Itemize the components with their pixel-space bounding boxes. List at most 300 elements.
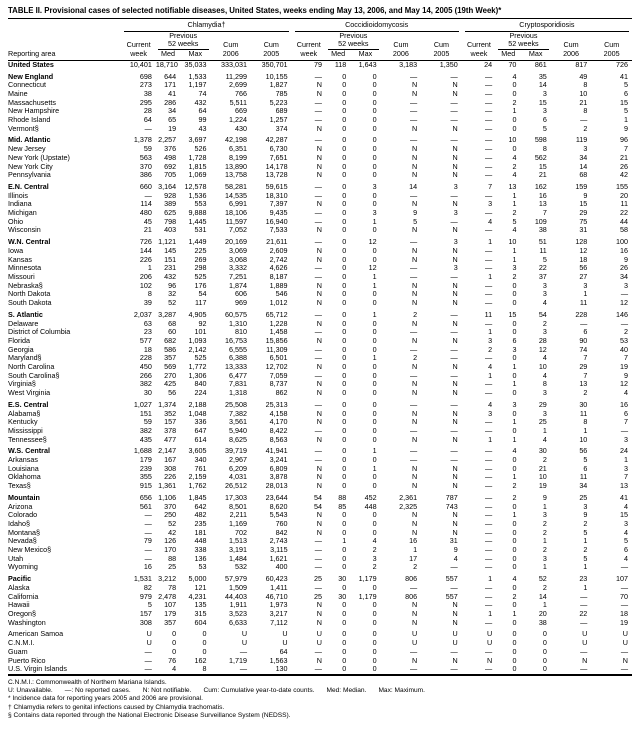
- value-cell: 2,325: [399, 502, 418, 511]
- value-cell: 1,228: [269, 319, 288, 328]
- value-cell: 0: [342, 435, 347, 444]
- value-cell: 85: [338, 502, 347, 511]
- value-cell: —: [620, 601, 628, 610]
- value-cell: 3,605: [188, 447, 207, 456]
- value-cell: 315: [194, 610, 207, 618]
- legend-item: U: Unavailable.: [8, 687, 53, 695]
- value-cell: 0: [342, 81, 347, 90]
- value-cell: 0: [342, 310, 347, 319]
- value-cell: 26: [620, 162, 628, 171]
- table-row: [8, 218, 632, 227]
- value-cell: 0: [542, 647, 547, 656]
- value-cell: —: [450, 563, 458, 572]
- table-row: [8, 372, 632, 381]
- previous-label: Previous: [339, 31, 368, 40]
- value-cell: N: [316, 153, 322, 162]
- value-cell: 0: [372, 456, 377, 465]
- value-cell: 357: [164, 618, 177, 627]
- value-cell: 23: [579, 575, 588, 584]
- value-cell: 1: [147, 264, 152, 273]
- value-cell: 64: [143, 116, 152, 125]
- value-cell: N: [411, 618, 418, 627]
- value-cell: 532: [235, 563, 248, 572]
- value-cell: 65,712: [265, 310, 288, 319]
- value-cell: 7,651: [269, 153, 288, 162]
- value-cell: 0: [512, 409, 517, 418]
- value-cell: 6: [542, 116, 547, 125]
- value-cell: 1,621: [269, 554, 288, 563]
- value-cell: 5: [542, 255, 547, 264]
- value-cell: 2,478: [158, 592, 177, 601]
- value-cell: —: [580, 601, 588, 610]
- value-cell: 3: [512, 345, 517, 354]
- value-cell: N: [411, 363, 418, 372]
- reporting-area-cell: South Carolina§: [8, 371, 60, 380]
- value-cell: N: [452, 153, 458, 162]
- value-cell: 43: [198, 124, 207, 133]
- value-cell: 2,188: [188, 400, 207, 409]
- footnote-legend: [8, 687, 632, 695]
- value-cell: —: [484, 464, 493, 473]
- value-cell: 2,257: [158, 136, 177, 145]
- reporting-area-cell: Mid. Atlantic: [8, 136, 51, 145]
- value-cell: N: [452, 380, 458, 389]
- value-cell: 2,361: [399, 493, 418, 502]
- value-cell: N: [452, 409, 458, 418]
- table-row: [8, 520, 632, 529]
- value-cell: 136: [194, 554, 207, 563]
- weeks52-text: 52 weeks: [328, 40, 379, 50]
- value-cell: 41: [620, 72, 628, 81]
- table-row: [8, 619, 632, 628]
- value-cell: 0: [372, 162, 377, 171]
- value-cell: N: [411, 299, 418, 308]
- value-cell: —: [450, 447, 458, 456]
- value-cell: —: [484, 107, 493, 116]
- value-cell: 5: [147, 601, 152, 610]
- value-cell: 151: [164, 255, 177, 264]
- value-cell: 378: [164, 426, 177, 435]
- value-cell: 0: [342, 72, 347, 81]
- value-cell: —: [314, 238, 322, 247]
- value-cell: 101: [194, 328, 207, 337]
- value-cell: 862: [275, 389, 288, 398]
- value-cell: 206: [139, 272, 152, 281]
- value-cell: 0: [342, 116, 347, 125]
- value-cell: U: [282, 639, 288, 648]
- value-cell: —: [450, 98, 458, 107]
- value-cell: 1: [583, 583, 588, 592]
- value-cell: 0: [342, 290, 347, 299]
- year-2006-label: 2006: [381, 50, 422, 60]
- value-cell: 82: [143, 583, 152, 592]
- header-empty: [8, 19, 121, 32]
- value-cell: —: [484, 226, 493, 235]
- value-cell: 2: [583, 546, 588, 555]
- value-cell: —: [314, 537, 322, 546]
- value-cell: 0: [342, 226, 347, 235]
- table-row: [8, 575, 632, 584]
- value-cell: N: [316, 162, 322, 171]
- legend-item: Med: Median.: [326, 687, 367, 695]
- value-cell: 2,159: [188, 473, 207, 482]
- value-cell: 2,211: [229, 511, 248, 520]
- value-cell: 0: [372, 89, 377, 98]
- value-cell: U: [582, 639, 588, 648]
- table-row: [8, 537, 632, 546]
- value-cell: 3,068: [229, 255, 248, 264]
- value-cell: 4,170: [269, 418, 288, 427]
- value-cell: 60: [168, 328, 177, 337]
- value-cell: 5: [542, 124, 547, 133]
- table-row: [8, 473, 632, 482]
- value-cell: 11,299: [225, 72, 248, 81]
- value-cell: 13: [579, 380, 588, 389]
- value-cell: 18: [620, 610, 628, 618]
- value-cell: N: [411, 409, 418, 418]
- value-cell: 1: [488, 435, 493, 444]
- value-cell: 3: [453, 264, 458, 273]
- value-cell: 44: [620, 217, 628, 226]
- value-cell: U: [146, 630, 152, 639]
- value-cell: 2: [512, 493, 517, 502]
- value-cell: N: [452, 319, 458, 328]
- value-cell: 1: [372, 447, 377, 456]
- header-empty: [462, 32, 496, 41]
- value-cell: N: [411, 81, 418, 90]
- value-cell: 1: [512, 473, 517, 482]
- value-cell: 42: [620, 171, 628, 180]
- value-cell: 18: [143, 345, 152, 354]
- reporting-area-cell: E.S. Central: [8, 400, 49, 409]
- value-cell: 4: [512, 575, 517, 584]
- value-cell: 0: [172, 639, 177, 648]
- value-cell: N: [452, 171, 458, 180]
- value-cell: 21: [538, 464, 547, 473]
- value-cell: 6: [624, 89, 628, 98]
- value-cell: 16: [143, 563, 152, 572]
- value-cell: —: [144, 528, 152, 537]
- value-cell: 435: [139, 435, 152, 444]
- value-cell: 6,209: [229, 464, 248, 473]
- value-cell: —: [450, 191, 458, 200]
- value-cell: 15,856: [265, 336, 288, 345]
- value-cell: 18,710: [155, 60, 178, 69]
- value-cell: 2,609: [269, 246, 288, 255]
- value-cell: 0: [542, 665, 547, 674]
- value-cell: 6,388: [229, 354, 248, 363]
- value-cell: U: [411, 639, 418, 648]
- table-row: [8, 125, 632, 134]
- value-cell: 308: [139, 618, 152, 627]
- value-cell: N: [411, 464, 418, 473]
- value-cell: 9: [453, 546, 458, 555]
- value-cell: 0: [512, 290, 517, 299]
- value-cell: N: [316, 145, 322, 154]
- value-cell: 787: [445, 493, 458, 502]
- reporting-area-cell: Vermont§: [8, 124, 39, 133]
- value-cell: N: [452, 363, 458, 372]
- value-cell: 226: [139, 255, 152, 264]
- value-cell: 1,306: [188, 371, 207, 380]
- value-cell: 2: [512, 272, 517, 281]
- value-cell: —: [239, 647, 248, 656]
- reporting-area-cell: C.N.M.I.: [8, 639, 35, 648]
- reporting-area-cell: S. Atlantic: [8, 310, 43, 319]
- reporting-area-cell: Connecticut: [8, 81, 46, 90]
- value-cell: 16,940: [265, 217, 288, 226]
- value-cell: 2: [413, 310, 418, 319]
- value-cell: —: [484, 98, 493, 107]
- header-empty: [211, 32, 252, 41]
- value-cell: —: [484, 153, 493, 162]
- value-cell: 13,758: [225, 171, 248, 180]
- reporting-area-cell: Washington: [8, 618, 46, 627]
- value-cell: 0: [372, 124, 377, 133]
- value-cell: 3,287: [158, 310, 177, 319]
- value-cell: 3: [542, 554, 547, 563]
- value-cell: 0: [342, 511, 347, 520]
- value-cell: 1,197: [188, 81, 207, 90]
- value-cell: 54: [538, 310, 547, 319]
- value-cell: —: [484, 563, 493, 572]
- value-cell: 7: [542, 209, 547, 218]
- table-row: [8, 200, 632, 209]
- value-cell: 19: [538, 482, 547, 491]
- notifiable-diseases-table: [8, 18, 632, 675]
- value-cell: 3,191: [229, 546, 248, 555]
- disease-group-header: [292, 19, 462, 32]
- max-label: Max: [180, 50, 210, 60]
- value-cell: 11,309: [266, 345, 288, 354]
- value-cell: —: [484, 380, 493, 389]
- value-cell: 1: [488, 328, 493, 337]
- value-cell: 4: [512, 447, 517, 456]
- value-cell: 3: [512, 400, 517, 409]
- value-cell: 0: [342, 447, 347, 456]
- value-cell: 102: [139, 281, 152, 290]
- value-cell: 3: [542, 107, 547, 116]
- value-cell: 7,059: [269, 371, 288, 380]
- value-cell: 92: [198, 319, 207, 328]
- value-cell: N: [452, 290, 458, 299]
- value-cell: 546: [275, 290, 288, 299]
- value-cell: 30: [579, 400, 588, 409]
- value-cell: 561: [139, 502, 152, 511]
- value-cell: 3,164: [158, 182, 177, 191]
- value-cell: 1,257: [269, 116, 288, 125]
- value-cell: 0: [342, 124, 347, 133]
- value-cell: 1,643: [358, 60, 377, 69]
- value-cell: 0: [512, 281, 517, 290]
- value-cell: 726: [616, 60, 628, 69]
- value-cell: —: [450, 107, 458, 116]
- value-cell: 224: [194, 389, 207, 398]
- value-cell: 1,719: [229, 656, 248, 665]
- value-cell: 20: [620, 191, 628, 200]
- value-cell: 0: [342, 639, 347, 648]
- value-cell: 0: [342, 182, 347, 191]
- value-cell: 614: [194, 435, 207, 444]
- reporting-area-cell: Puerto Rico: [8, 656, 46, 665]
- year-2006-label: 2006: [211, 50, 252, 60]
- value-cell: 357: [164, 354, 177, 363]
- value-cell: 355: [139, 473, 152, 482]
- reporting-area-cell: South Dakota: [8, 299, 52, 308]
- value-cell: 29: [579, 209, 588, 218]
- year-2006-label: 2006: [551, 50, 592, 60]
- value-cell: 6: [624, 546, 628, 555]
- value-cell: 606: [235, 290, 248, 299]
- value-cell: 14: [409, 182, 418, 191]
- value-cell: 79: [143, 537, 152, 546]
- value-cell: 0: [512, 665, 517, 674]
- value-cell: 382: [139, 380, 152, 389]
- value-cell: 170: [164, 546, 177, 555]
- value-cell: 3: [542, 281, 547, 290]
- value-cell: 1,827: [269, 81, 288, 90]
- value-cell: N: [316, 336, 322, 345]
- table-row: [8, 192, 632, 201]
- value-cell: 4,158: [269, 409, 288, 418]
- table-row: [8, 145, 632, 154]
- reporting-area-cell: Kentucky: [8, 418, 38, 427]
- reporting-area-cell: Kansas: [8, 255, 32, 264]
- value-cell: 9: [583, 191, 588, 200]
- value-cell: —: [484, 354, 493, 363]
- value-cell: 7,397: [269, 200, 288, 209]
- value-cell: 14,178: [265, 162, 288, 171]
- value-cell: U: [411, 630, 418, 639]
- value-cell: 452: [364, 493, 377, 502]
- value-cell: 269: [194, 255, 207, 264]
- table-row: [8, 247, 632, 256]
- value-cell: 1,845: [188, 493, 207, 502]
- value-cell: —: [409, 272, 418, 281]
- value-cell: N: [316, 299, 322, 308]
- value-cell: 34: [579, 153, 588, 162]
- value-cell: 100: [616, 238, 628, 247]
- value-cell: 16: [620, 246, 628, 255]
- value-cell: 7: [624, 354, 628, 363]
- value-cell: N: [411, 145, 418, 154]
- value-cell: 34: [168, 107, 177, 116]
- value-cell: 336: [194, 418, 207, 427]
- reporting-area-cell: Indiana: [8, 200, 32, 209]
- value-cell: 24: [484, 60, 493, 69]
- value-cell: 7,052: [229, 226, 248, 235]
- value-cell: 151: [139, 409, 152, 418]
- value-cell: 6: [583, 328, 588, 337]
- value-cell: 0: [542, 656, 547, 665]
- value-cell: 29: [538, 400, 547, 409]
- value-cell: 5,000: [188, 575, 207, 584]
- value-cell: N: [316, 511, 322, 520]
- value-cell: —: [314, 583, 322, 592]
- reporting-area-cell: Arkansas: [8, 456, 38, 465]
- value-cell: 3: [372, 209, 377, 218]
- value-cell: 0: [372, 639, 377, 648]
- value-cell: 79: [313, 60, 322, 69]
- value-cell: 0: [372, 371, 377, 380]
- value-cell: 4: [542, 371, 547, 380]
- table-row: [8, 337, 632, 346]
- value-cell: 20,169: [225, 238, 248, 247]
- value-cell: —: [484, 537, 493, 546]
- table-row: [8, 563, 632, 572]
- value-cell: 31: [579, 226, 588, 235]
- value-cell: 26: [620, 264, 628, 273]
- disease-name: Cryptosporidiosis: [465, 21, 629, 32]
- value-cell: —: [144, 554, 152, 563]
- value-cell: 1,531: [133, 575, 152, 584]
- value-cell: 3,241: [269, 456, 288, 465]
- value-cell: 22: [579, 610, 588, 618]
- value-cell: 0: [372, 601, 377, 610]
- value-cell: N: [316, 601, 322, 610]
- table-row: [8, 529, 632, 538]
- value-cell: 11: [620, 200, 628, 209]
- value-cell: 3: [372, 182, 377, 191]
- value-cell: 0: [372, 116, 377, 125]
- value-cell: 376: [164, 145, 177, 154]
- reporting-area-cell: Alaska: [8, 583, 30, 592]
- value-cell: N: [316, 380, 322, 389]
- table-row: [8, 73, 632, 82]
- value-cell: 0: [342, 162, 347, 171]
- value-cell: 761: [194, 464, 207, 473]
- reporting-area-cell: W.N. Central: [8, 238, 51, 247]
- table-row: [8, 99, 632, 108]
- table-row: [8, 311, 632, 320]
- table-header: [8, 19, 632, 61]
- value-cell: N: [411, 162, 418, 171]
- value-cell: 0: [202, 630, 207, 639]
- value-cell: —: [409, 456, 418, 465]
- value-cell: 1: [372, 310, 377, 319]
- reporting-area-cell: Montana§: [8, 528, 40, 537]
- value-cell: 59,615: [265, 182, 288, 191]
- value-cell: —: [144, 519, 152, 528]
- table-row: [8, 299, 632, 308]
- value-cell: 4,626: [269, 264, 288, 273]
- value-cell: —: [409, 191, 418, 200]
- table-row: [8, 238, 632, 247]
- value-cell: 0: [342, 464, 347, 473]
- year-2005-label: 2005: [251, 50, 292, 60]
- value-cell: —: [409, 426, 418, 435]
- value-cell: —: [484, 502, 493, 511]
- value-cell: 5: [624, 537, 628, 546]
- value-cell: —: [620, 665, 628, 674]
- value-cell: 5: [583, 528, 588, 537]
- value-cell: 1: [372, 272, 377, 281]
- value-cell: 12: [579, 246, 588, 255]
- value-cell: 0: [512, 583, 517, 592]
- value-cell: 2: [512, 98, 517, 107]
- value-cell: 3: [624, 281, 628, 290]
- value-cell: 0: [342, 153, 347, 162]
- value-cell: 16: [409, 537, 418, 546]
- value-cell: N: [411, 656, 418, 665]
- table-row: [8, 116, 632, 125]
- value-cell: —: [580, 665, 588, 674]
- value-cell: 0: [342, 418, 347, 427]
- value-cell: 1: [583, 563, 588, 572]
- value-cell: N: [316, 255, 322, 264]
- value-cell: 8: [583, 418, 588, 427]
- value-cell: 1,772: [188, 363, 207, 372]
